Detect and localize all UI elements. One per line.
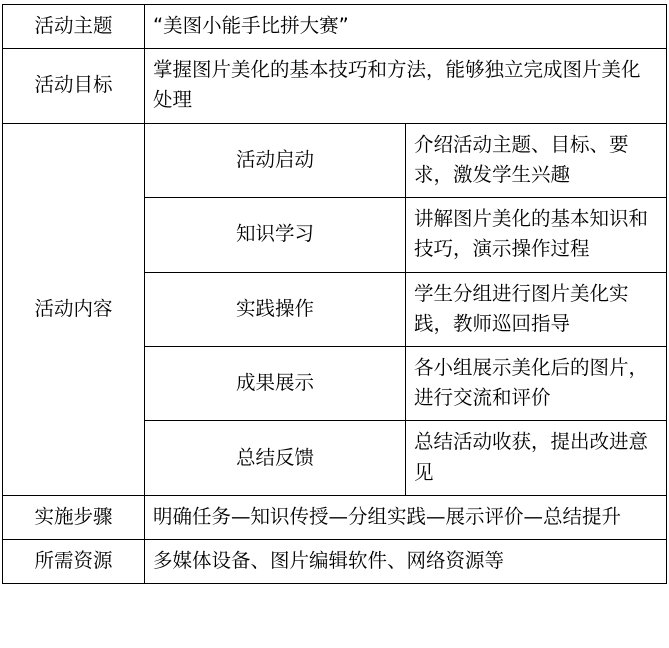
row-content-steps: 明确任务—知识传授—分组实践—展示评价—总结提升 — [145, 495, 667, 539]
row-label-content: 活动内容 — [3, 123, 145, 495]
row-label-resources: 所需资源 — [3, 540, 145, 584]
subrow-content-showcase: 各小组展示美化后的图片，进行交流和评价 — [406, 346, 667, 420]
row-label-objective: 活动目标 — [3, 49, 145, 123]
subrow-label-practice: 实践操作 — [145, 272, 406, 346]
subrow-content-feedback: 总结活动收获，提出改进意见 — [406, 421, 667, 495]
subrow-label-showcase: 成果展示 — [145, 346, 406, 420]
table-row — [3, 5, 667, 49]
row-content-objective: 掌握图片美化的基本技巧和方法，能够独立完成图片美化处理 — [145, 49, 667, 123]
table-row — [3, 123, 667, 197]
row-label-theme: 活动主题 — [3, 5, 145, 49]
subrow-content-practice: 学生分组进行图片美化实践，教师巡回指导 — [406, 272, 667, 346]
subrow-label-feedback: 总结反馈 — [145, 421, 406, 495]
subrow-label-launch: 活动启动 — [145, 123, 406, 197]
table-row — [3, 540, 667, 584]
subrow-content-launch: 介绍活动主题、目标、要求，激发学生兴趣 — [406, 123, 667, 197]
row-content-theme: “美图小能手比拼大赛” — [145, 5, 667, 49]
subrow-label-study: 知识学习 — [145, 198, 406, 272]
row-content-resources: 多媒体设备、图片编辑软件、网络资源等 — [145, 540, 667, 584]
subrow-content-study: 讲解图片美化的基本知识和技巧，演示操作过程 — [406, 198, 667, 272]
table-row — [3, 495, 667, 539]
table-row — [3, 49, 667, 123]
row-label-steps: 实施步骤 — [3, 495, 145, 539]
activity-plan-table — [2, 4, 667, 584]
